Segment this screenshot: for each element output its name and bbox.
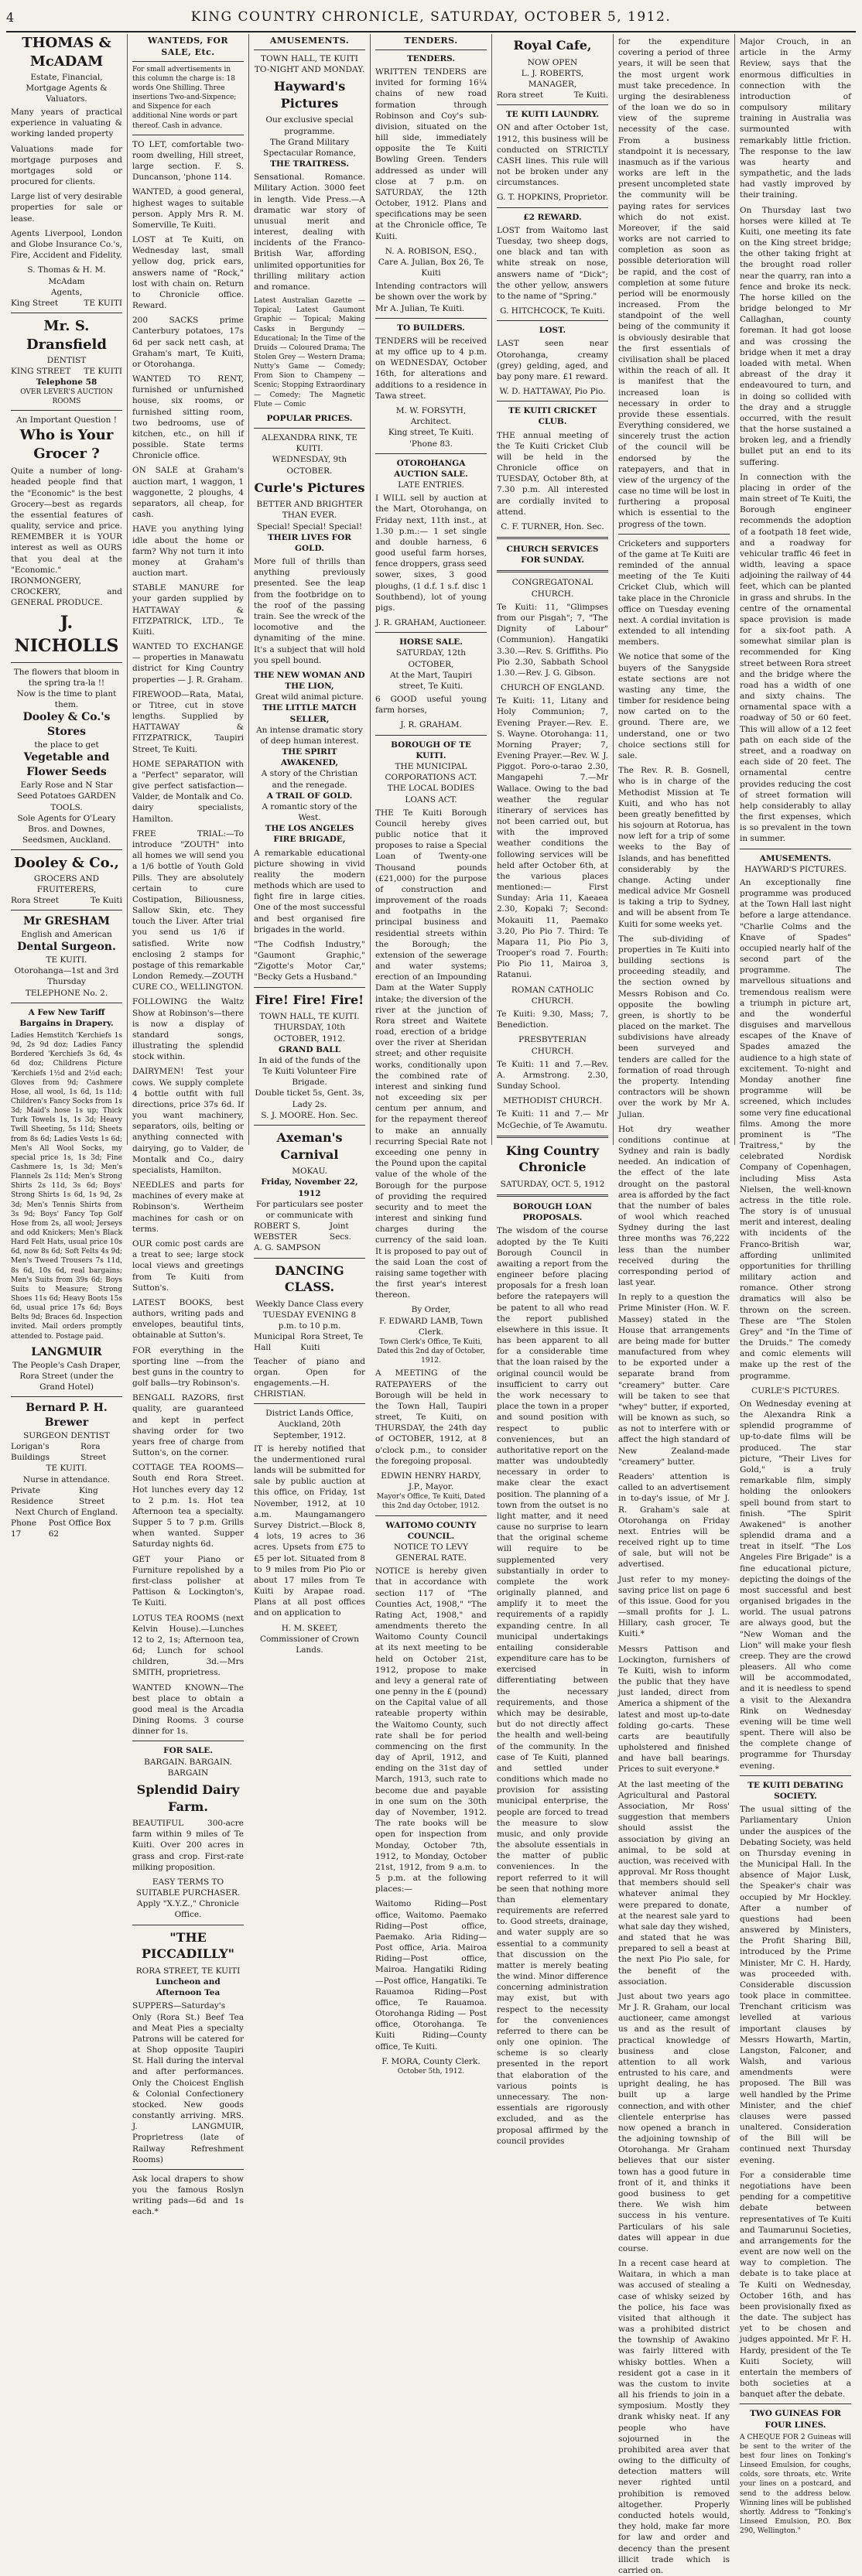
mora-sign: F. MORA, County Clerk.: [381, 2056, 481, 2066]
fire-hall: TOWN HALL, TE KUITI.: [259, 1012, 360, 1022]
cricket-head: TE KUITI CRICKET CLUB.: [508, 406, 597, 427]
brewer-street: Rora Street: [80, 1442, 107, 1463]
popular-prices: POPULAR PRICES.: [266, 413, 353, 423]
tariff-text: Ladies Hemstitch 'Kerchiefs 1s 9d, 2s 9d doz; Ladies Fancy Bordered 'Kerchiefs 3s 6d, 4s 6d doz; Childrens Picture 'Kerchiefs 1½d and 2½d each; Gloves from 9d; Cashmere Hose, all wool, 1s 6d, 1s 11d; Children's Fancy Socks from 1s 3d; Maid's hose 1s up; Thick Turk Towels 1s, 1s 3d; Heavy Twill Sheeting, 5s 11d; Sheets from 8s 6d; Ladies Vests 1s 6d; Men's All Wool Socks, my special price 1s, 1s 3d; Fine Cashmere 1s, 1s 3d; Men's Flannels 2s 11d; Men's Strong Shirts 2s 11d, 3s 6d; Boys' Strong Shirts 1s 6d, 1s 9d, 2s 3d; Men's Tennis Shirts from 3s 9d; Boys' Fancy Top Golf Hose from 2s, all wool; Jerseys and odd Knickers; Men's Black Hard Felt Hats, usual price 10s 6d, now 8s 6d; Soft Felts 4s 9d; Men's Tweed Trousers 7s 11d, 8s 6d, 10s 6d, real bargains; Men's Suits from 39s 6d; Boys Suits to Measure; Strong Shoes 11s 6d; Heavy Boots 15s 6d, usual price 17s 6d; Boys Belts 9d; Braces 6d. Inspection invited. Mail orders promptly attended to. Postage paid.: [11, 1032, 122, 1341]
brewer-phone: Phone 17: [11, 1519, 37, 1539]
curle-review-text: On Wednesday evening at the Alexandra Rink a splendid programme of up-to-date films will be produced. The star picture, "Their Lives for Gold," is a truly remarkable film, simply holding the onlookers spell bound from start to finish. "The Spirit Awakened" is another splendid drama and a treat in itself. "The Los Angeles Fire Brigade" is a fine educational picture, depicting the doings of the most successful and best organised brigades in the world. The usual patrons are always good, but the "New Woman and the Lion" will make your flesh creep. They are the crowd pleasers. All who come will be accommodated, and it is needless to spend a visit to the Alexandra Rink on Wednesday evening will be time well spent. There will also be the complete change of programme for Thursday evening.: [740, 1399, 851, 1771]
ball-secretary: S. J. MOORE. Hon. Sec.: [261, 1110, 358, 1120]
gresham-dental: Dental Surgeon.: [17, 941, 116, 954]
col6-para-5: The sub-dividing of properties in Te Kuiti into building sections is proceeding steadily, and the section owned by Messrs Robison and Co. opposite the bowling green, is shortly to be placed on the market. The subdivisions have already been surveyed and tenders are called for the formation of road through the property. Intending contractors will be shown over the work by Mr A. Julian.: [618, 934, 730, 1119]
hayward-review-text: An exceptionally fine programme was produced at the Town Hall last night before a large attendance. "Charlie Colms and the Knave of Spades" occupied nearly half of the second part of the programme. The marvellous situations and tremendous realism were a triumph in picture art, and the wonderful disguises and marvellous escapes of the Knave of Spades amazed the audience to a high state of excitement. To-night and Monday another fine programme will be screened, which includes some very fine educational films. Among the more prominent is "The Traitress," by the celebrated Nordisk Company of Copenhagen, including Miss Asta Nielsen, the well-known actress in the title role. The story is of unusual merit and interest, dealing with incidents of the Franco-British war, affording unlimited opportunities for thrilling military action and romance. Other strong dramatics will also be thrown on the screen. These are "The Stolen Grey" and "In the Time of the Druids." The comedy and comic elements will make up the rest of the programme.: [740, 877, 851, 1381]
piccadilly-title: "THE PICCADILLY": [142, 1929, 234, 1962]
dancing-text: Weekly Dance Class every TUESDAY EVENING 8 p.m. to 10 p.m.: [255, 1299, 364, 1331]
cafe-town: Te Kuiti.: [573, 91, 608, 101]
joint-secs: Joint Secs.: [329, 1221, 351, 1242]
wanted-ad: WANTED KNOWN—The best place to obtain a good meal is the Arcadia Dining Rooms. 3 course dinner for 1s.: [132, 1683, 244, 1737]
col6-para-12: Just about two years ago Mr J. R. Graham, our local auctioneer, came amongst us and as the result of practical knowledge of business and close attention to all work entrusted to his care, and upright dealing, he has built up a large connection, and with other clientele enterprise has now opened a branch in the adjoining township of Otorohanga. Mr Graham believes that our sister town has a good future in front of it, and thinks it good business to get there. We wish him success in his venture. Particulars of his sale dates will appear in due course.: [618, 1991, 730, 2253]
wanted-ad: BENGALL RAZORS, first quality, are guaranteed and kept in perfect shaving order for two years free of charge from Sutton's, on the corner.: [132, 1393, 244, 1458]
wanted-ad: TO LET, comfortable two-room dwelling, Hill street, large section. F. S. Duncanson, 'phone 114.: [132, 139, 244, 183]
sampson: A. G. SAMPSON: [254, 1243, 321, 1253]
col6-para-11: At the last meeting of the Agricultural and Pastoral Association, Mr Ross' suggestion that members should assist the association by giving an animal, to be sold at auction, was received with approval. Mr Ross thought that members should sell whatever animal they were prepared to donate, at the nearest sale yard to what sale day they wished, and stated that he was prepared to sell a beast at the next Pio Pio sale, for the benefit of the association.: [618, 1779, 730, 1987]
gresham-days: Otorohanga—1st and 3rd Thursday: [14, 966, 119, 987]
wanted-ad: HOME SEPARATION with a "Perfect" separator, will give perfect satisfaction—Valder, de Montalk and Co. dairy specialists, Hamilton.: [132, 759, 244, 824]
column-5: [492, 34, 614, 2146]
forsale-head: FOR SALE.: [163, 1746, 213, 1756]
brewer-address: [11, 1441, 122, 1463]
wanted-ad: COTTAGE TEA ROOMS—South end Rora Street. Hot lunches every day 12 to 2 p.m. 1s. Hot tea Afternoon tea a specialty. Supper 5 to 7 p.m. Grills when wanted. Supper Saturday nights 6d.: [132, 1463, 244, 1549]
by-order: By Order,: [411, 1305, 451, 1315]
webster: ROBERT S. WEBSTER: [254, 1221, 301, 1242]
wanted-ad: ON SALE at Graham's auction mart, 1 waggon, 1 waggonette, 2 ploughs, 4 separators, all cheap, for cash.: [132, 466, 244, 520]
axeman-particulars: For particulars see poster or communicate with: [255, 1199, 363, 1220]
reward-sign: G. HITCHCOCK, Te Kuiti.: [500, 306, 605, 316]
laundry-head: TE KUITI LAUNDRY.: [505, 110, 600, 120]
veg-items: Early Rose and N Star Seed Potatoes GARDEN TOOLS.: [17, 781, 116, 812]
column-4: [371, 34, 492, 2075]
langmuir-street: Rora Street (under the Grand Hotel): [19, 1371, 114, 1392]
tm-agents: S. Thomas & H. M. McAdam: [27, 265, 106, 286]
loan-proposals-text: The wisdom of the course adopted by the Te Kuiti Borough Council in awaiting a report from the engineer before placing proposals for a fresh loan before the ratepayers will be patent to all who read the report published elsewhere in this issue. It has been apparent to all for a considerable time that the loan raised by the original council would be insufficient to carry out the work necessary to place the town in a proper and sound position with respect to public conveniences, but an authoritative report on the matter was undoubtedly necessary in order to make clear the exact position. The planning of a town from the outset is no light matter, and it need cause no surprise to learn that the original scheme will require to be supplemented very substantially in order to complete the work originally planned, and amplify it to meet the requirements of a rapidly expanding centre. In all municipal undertakings entailing considerable expenditure care has to be exercised in differentiating between the necessary requirements, and those which may be desirable, but do not directly affect the health and well-being of the community. In the case of Te Kuiti, planned and settled under conditions which made no provision for assisting municipal enterprise, the people are forced to tread the measure to slow music, and only provide the absolute essentials in the matter of public conveniences. In the report referred to it will be seen that nothing more than elementary requirements are referred to. Good streets, drainage, and water supply are so essential to a community that discussion on the matter is merely beating the wind. Minor difference concerning administration may exist, but with respect to the necessity for the conveniences referred to there can be only one opinion. The scheme is so clearly presented in the report that elaboration of the various points is unnecessary. The non-essentials are rigorously excluded, and as the proposal affirmed by the council provides: [497, 1226, 608, 2146]
ball-tickets: Double ticket 5s, Gent. 3s, Lady 2s.: [255, 1088, 364, 1109]
guineas-text: A CHEQUE FOR 2 Guineas will be sent to the writer of the best four lines on Tonking's Linseed Emulsion, for coughs, colds, sore throats, etc. Write your lines on a postcard, and send to the address below. Winning lines will be published shortly. Address to "Tonking's Linseed Emulsion, P.O. Box 290, Wellington.": [740, 2433, 851, 2536]
hayward-review-head: HAYWARD'S PICTURES.: [744, 864, 847, 874]
wanted-ad: GET your Piano or Furniture repolished by a first-class polisher at Pattison & Lockington's, Te Kuiti.: [132, 1554, 244, 1608]
wanted-ad: LOST at Te Kuiti, on Wednesday last, small yellow dog, prick ears, answers name of "Rock," lost with chain on. Return to Chronicle office. Reward.: [132, 235, 244, 311]
mca-head: THE MUNICIPAL CORPORATIONS ACT.: [385, 761, 477, 783]
ratepayers-meeting: A MEETING of the RATEPAYERS of the Borough will be held in the Town Hall, Taupiri street, Te Kuiti, on THURSDAY, the 24th day of OCTOBER, 1912, at 8 o'clock p.m., to consider the foregoing proposal.: [375, 1368, 487, 1466]
waitomo-head: WAITOMO COUNTY COUNCIL.: [385, 1520, 477, 1541]
dairy-farm-terms: EASY TERMS TO SUITABLE PURCHASER.: [135, 1877, 241, 1898]
levy-head: NOTICE TO LEVY GENERAL RATE.: [393, 1542, 469, 1563]
traitress-title: THE TRAITRESS.: [270, 159, 349, 169]
dancing-street: Rora Street, Te Kuiti: [300, 1332, 364, 1353]
lost-text: LAST seen near Otorohanga, creamy (grey) gelding, aged, and bay pony mare. £1 reward.: [497, 339, 608, 381]
cricket-text: THE annual meeting of the Te Kuiti Cricket Club will be held in the Chronicle office on TUESDAY, October 8th, at 7.30 p.m. All interested are cordially invited to attend.: [497, 430, 608, 517]
col6-para-1: for the expenditure covering a period of three years, it will be seen that the most urgent work must take precedence. In urging the desirableness of the loan we do so in view of the supreme necessity of the case. From a business standpoint it is necessary, inasmuch as if the various works are left in the present uncompleted state the community will be paying rates for services which do not exist. Moreover, if the said works are not carried to completion as soon as possible deterioration will be rapid, and the cost of completion at some future period will be enormously increased. From the standpoint of the well being of the community it is obviously desirable that the first essentials of civilisation shall be placed within the reach of all. It is manifest that the increased loan is necessary in order to provide these essentials. Everything considered, we sincerely trust the action of the council will be endorsed by the ratepayers, and that in view of the urgency of the case no time will be lost in furthering a proposal which is essential to the progress of the town.: [618, 37, 730, 529]
woman-title: THE NEW WOMAN AND THE LION,: [254, 670, 365, 692]
rink-title: ALEXANDRA RINK, TE KUITI.: [262, 432, 357, 454]
dancing-address: [254, 1331, 365, 1353]
veg-seeds-title: Vegetable and Flower Seeds: [23, 751, 110, 779]
hardy-sign: EDWIN HENRY HARDY, J.P., Mayor.: [381, 1471, 481, 1492]
ridings-text: Waitomo Riding—Post office, Waitomo. Paemako Riding—Post office, Paemako. Aria Riding—Post office, Aria. Mairoa Riding—Post office, Mairoa. Hangatiki Riding—Post office, Hangatiki. Te Rauamoa Riding—Post office, Te Rauamoa. Otorohanga Riding — Post office, Otorohanga. Te Kuiti Riding—County office, Te Kuiti.: [375, 1899, 487, 2052]
cafe-open: NOW OPEN: [527, 57, 578, 67]
horse-sale-date: SATURDAY, 12th OCTOBER,: [395, 648, 467, 669]
wanteds-list: [132, 139, 244, 1737]
col6-para-2: Cricketers and supporters of the game at Te Kuiti are reminded of the annual meeting of the Te Kuiti Cricket Club, which will take place in the Chronicle office on Tuesday evening next. A cordial invitation is extended to all intending members.: [618, 538, 730, 647]
tonight: TO-NIGHT AND MONDAY.: [254, 65, 365, 75]
auction-head: OTOROHANGA AUCTION SALE.: [394, 458, 468, 479]
langmuir-sub: The People's Cash Draper,: [12, 1360, 121, 1370]
column-2: [128, 34, 249, 2217]
wanteds-head: WANTEDS, FOR SALE, Etc.: [132, 34, 244, 62]
brewer-nurse: Nurse in attendance.: [22, 1474, 111, 1484]
brewer-contact: [11, 1518, 122, 1539]
axeman-secs: [254, 1221, 365, 1254]
brigade-title: THE LOS ANGELES FIRE BRIGADE,: [265, 824, 354, 845]
ball-text: In aid of the funds of the Te Kuiti Volunteer Fire Brigade.: [258, 1055, 361, 1088]
dooley-stores-title: Dooley & Co.'s Stores: [22, 711, 111, 739]
special-line: Special! Special! Special!: [256, 521, 363, 531]
dooley-co-street: Rora Street: [11, 895, 59, 905]
dransfield-street: KING STREET: [11, 366, 71, 376]
late-entries: LATE ENTRIES.: [398, 480, 464, 490]
rc-head: ROMAN CATHOLIC CHURCH.: [511, 985, 594, 1006]
wanted-ad: WANTED, a good general, highest wages to suitable person. Apply Mrs R. M. Somerville, Te Kuiti.: [132, 187, 244, 230]
col6-para-8: Readers' attention is called to an advertisement in to-day's issue, of Mr J. R. Graham's sale at Otorohanga on Friday next. Entries will be received right up to time of sale, but will not be advertised.: [618, 1472, 730, 1570]
lives-title: THEIR LIVES FOR GOLD.: [267, 532, 352, 553]
laundry-text: ON and after October 1st, 1912, this business will be conducted on STRICTLY CASH lines. This rule will not be broken under any circumstances.: [497, 123, 608, 188]
church-head: CHURCH SERVICES FOR SUNDAY.: [506, 545, 599, 565]
nicholls-title: J. NICHOLLS: [14, 613, 119, 657]
dancing-teacher: Teacher of piano and organ. Open for engagements.—H. CHRISTIAN.: [254, 1356, 365, 1399]
grand-ball: GRAND BALL: [279, 1044, 340, 1054]
dransfield-title: Mr. S. Dransfield: [26, 318, 107, 354]
trail-sub: A romantic story of the West.: [262, 801, 357, 823]
lbla-head: THE LOCAL BODIES LOANS ACT.: [387, 784, 475, 805]
wanted-ad: OUR comic post cards are a treat to see; large stock local views and greetings from Te Kuiti from Sutton's.: [132, 1239, 244, 1293]
tm-text-3: Large list of very desirable properties for sale or lease.: [11, 192, 122, 224]
axeman-place: MOKAU.: [292, 1167, 327, 1177]
wanted-ad: STABLE MANURE for your garden supplied by HATTAWAY & FITZPATRICK, LTD., Te Kuiti.: [132, 583, 244, 637]
wanted-ad: DAIRYMEN! Test your cows. We supply complete 4 bottle outfit with full directions, price 37s 6d. If you want machinery, separators, oils, belting or anything connected with dairying, go to Valder, de Montalk and Co., dairy specialists, Hamilton.: [132, 1067, 244, 1175]
col7-para-2: On Thursday last two horses were killed at Te Kuiti, one meeting its fate on the King street bridge; the other taking fright at the brought road roller near the quarry, ran into a fence and broke its neck. The horse killed on the bridge belonged to Mr Callaghan, county foreman. It had got loose and was crossing the bridge when it met a dray loaded with metal. When abreast of the dray it endeavoured to turn, and in doing so collided with the dray and a struggle occurred, with the result that the horse sustained a broken leg, and a friendly bullet put an end to its suffering.: [740, 205, 851, 467]
columns: [6, 34, 856, 2575]
curle-sub: BETTER AND BRIGHTER THAN EVER.: [256, 500, 363, 521]
brewer-church: Next Church of England.: [15, 1508, 118, 1518]
dransfield-address: [11, 366, 122, 377]
col6-para-10: Messrs Pattison and Lockington, furnishers of Te Kuiti, wish to inform the public that they have just landed, direct from America a shipment of the latest and most up-to-date folding go-carts. These carts are beautifully upholstered and finished and have ball bearings. Prices to suit everyone.*: [618, 1644, 730, 1775]
masthead: [6, 3, 856, 32]
borough-head: BOROUGH OF TE KUITI.: [391, 740, 471, 760]
brewer-sub: SURGEON DENTIST: [23, 1430, 110, 1440]
tm-text-2: Valuations made for mortgage purposes and mortgages sold or procured for clients.: [11, 144, 122, 187]
tender-2-address: King street, Te Kuiti. 'Phone 83.: [388, 428, 474, 449]
grocer-text: Quite a number of long-headed people find that the "Economic" is the best Grocery—best as regards the essential features of quality, service and price. REMEMBER it is YOUR interest as well as OURS that you deal at the "Economic." IRONMONGERY, CROCKERY, and GENERAL PRODUCE.: [11, 466, 122, 608]
dancing-hall: Municipal Hall: [254, 1332, 296, 1353]
col6-para-6: Hot dry weather conditions continue at Sydney and rain is badly needed. An indication of the effect of the late drought on the pastoral area is afforded by the fact that the number of bales of wool which reached Sydney during the last three months was 76,222 less than the number received during the corresponding period of last year.: [618, 1124, 730, 1288]
lamb-sign: F. EDWARD LAMB, Town Clerk.: [379, 1316, 483, 1337]
cong-text: Te Kuiti: 11, "Glimpses from our Pisgah"; 7, "The Dignity of Labour" (Communion). Hangatiki 3.30.—Rev. S. Griffiths. Pio Pio 2.30, Sabbath School 1.30.—Rev. J. G. Gibson.: [497, 602, 608, 678]
dransfield-rooms: OVER LEVER'S AUCTION ROOMS: [20, 388, 113, 406]
dransfield-phone: Telephone 58: [36, 377, 97, 387]
dooley-stores-sub: the place to get: [34, 740, 99, 750]
graham-sign: J. R. GRAHAM, Auctioneer.: [375, 618, 487, 628]
rc-text: Te Kuiti: 9.30, Mass; 7, Benediction.: [497, 1010, 608, 1030]
guineas-head: TWO GUINEAS FOR FOUR LINES.: [750, 2409, 841, 2430]
laundry-sign: G. T. HOPKINS, Proprietor.: [497, 193, 608, 203]
col7-para-3: In connection with the placing in order of the main street of Te Kuiti, the Borough engineer recommends the adoption of a footpath 18 feet wide, and a roadway for vehicular traffic 46 feet in width, leaving a space adjoining the railway of 44 feet, which can be planted in grass and shrubs. In the centre of the ornamental space provision is made for a six-foot path. A somewhat similar plan is recommended for King street between Rora street and the bridge where the road has a width of one and sixty chains. The ornamental space with a roadway of 50 or 60 feet. This will allow of a 12 feet path on each side of the street, and a roadway on each side of 20 feet. The ornamental centre provides reducing the cost of street formation will help considerably to allay the first expenses, which is so prevalent in the town in summer.: [740, 472, 851, 844]
bargain-line: BARGAIN. BARGAIN. BARGAIN: [144, 1757, 232, 1778]
tm-street: King Street: [11, 298, 59, 308]
levy-text: NOTICE is hereby given that in accordance with section 117 of "The Counties Act, 1908," "The Rating Act, 1908," and amendments thereto the Waitomo County Council at its next meeting to be held on October 21st, 1912, propose to make and levy a general rate of one penny in the £ (pound) on the Capital value of all rateable property within the Waitomo County, such rate shall be for period commencing on the first day of April, 1912, and ending on the 31st day of March, 1913, such rate to become due and payable in one sum on the 30th day of November, 1912. The rate books will be open for inspection from Monday, October 7th, 1912, to Monday, October 21st, 1912, from 9 a.m. to 5 p.m. at the following places:—: [375, 1566, 487, 1894]
col7-amusements-head: AMUSEMENTS.: [759, 853, 832, 863]
brewer-res-street: King Street: [79, 1485, 105, 1506]
hayward-title: Hayward's Pictures: [273, 79, 346, 111]
col7-para-1: Major Crouch, in an article in the Army Review, says that the enormous difficulties in connection with the introduction of compulsory military training in Australia was surmounted with remarkably little friction. The response to the law was hearty and sympathetic, and the lads had vastly improved by their training.: [740, 37, 851, 200]
debating-text: The usual sitting of the Parliamentary Union under the auspices of the Debating Society, was held on Thursday evening in the Municipal Hall. In the absence of Major Lusk, the Speaker's chair was occupied by Mr Hockley. After a number of questions had been answered by Ministers, the Profit Sharing Bill, introduced by the Prime Minister, Mr C. H. Hardy, was proceeded with. Considerable discussion took place in committee. Trenchant criticism was levelled at various important clauses by Messrs Howarth, Martin, Langston, Falconer, and Walsh, and various amendments were proposed. The Bill was well handled by the Prime Minister, and the chief clauses were passed unaltered. Consideration of the Bill will be continued next Thursday evening.: [740, 1805, 851, 2165]
brewer-residence: [11, 1485, 122, 1507]
wanted-ad: WANTED TO RENT, furnished or unfurnished house, six rooms, or furnished sitting room, two bedrooms, use of kitchen, etc., on hill if possible. State terms Chronicle office.: [132, 374, 244, 461]
grocer-title: Who is Your Grocer ?: [19, 426, 114, 462]
col6-para-7: In reply to a question the Prime Minister (Hon. W. F. Massey) stated in the House that arrangements are being made for butter manufactured from whey to be exported under a separate brand from "creamery" butter. Care will be taken to see that "whey" butter, if exported, will be known as such, so as not to interfere with or affect the high standard of New Zealand-made "creamery" butter.: [618, 1293, 730, 1467]
lamb-office: Town Clerk's Office, Te Kuiti, Dated this 2nd day of October, 1912.: [377, 1338, 485, 1365]
tender-2-text: TENDERS will be received at my office up to 4 p.m. on WEDNESDAY, October 16th, for alterations and additions to a residence in Tawa street.: [375, 336, 487, 401]
dooley-co-sub: GROCERS AND FRUITERERS,: [33, 873, 100, 894]
horse-sale-text: 6 GOOD useful young farm horses,: [375, 695, 487, 716]
tm-text-4: Agents Liverpool, London and Globe Insurance Co.'s, Fire, Accident and Fidelity.: [11, 228, 122, 261]
tariff-head: A Few New Tariff Bargains in Drapery.: [19, 1007, 114, 1028]
wanted-ad: 200 SACKS prime Canterbury potatoes, 17s 6d per sack nett cash, at Graham's mart, Te Kuiti, or Otorohanga.: [132, 316, 244, 369]
dancing-title: DANCING CLASS.: [275, 1262, 344, 1295]
reward-head: £2 REWARD.: [523, 212, 582, 222]
hayward-sub: Our exclusive special programme.: [265, 115, 354, 136]
brewer-building: Lorigan's Buildings: [11, 1442, 50, 1463]
reward-text: LOST from Waitomo last Tuesday, two sheep dogs, one black and tan with white streak on nose, answers name of "Dick"; the other yellow, answers to the name of "Spring.": [497, 225, 608, 301]
cafe-manager: L. J. ROBERTS, MANAGER,: [521, 68, 584, 89]
brewer-box: Post Office Box 62: [48, 1519, 111, 1539]
loan-proposals-head: BOROUGH LOAN PROPOSALS.: [512, 1202, 593, 1223]
coe-head: CHURCH OF ENGLAND.: [500, 683, 605, 693]
cricket-sign: C. F. TURNER, Hon. Sec.: [501, 521, 604, 531]
piccadilly-text: SUPPERS—Saturday's Only (Rora St.) Beef Tea and Meat Pies a specialty Patrons will be catered for at Shop opposite Taupiri St. Hall during the interval and after performances. Only the Choicest English & Colonial Confectionery stocked. New goods constantly arriving. MRS. J. LANGMUIR, Proprietress (late of Railway Refreshment Rooms): [132, 2001, 244, 2164]
col6-para-3: We notice that some of the buyers of the Sanygside estate sections are not wasting any time, the timber for residence being now carted on to the ground. There are, we understand, one or two choice sections still for sale.: [618, 652, 730, 760]
tender-1-sign: N. A. ROBISON, ESQ., Care A. Julian, Box 26, Te Kuiti: [378, 246, 484, 278]
lands-text: IT is hereby notified that the undermentioned rural lands will be submitted for sale by public auction at this office, on Friday, 1st November, 1912, at 10 a.m. Maungamangero Survey District.—Block 8, 4 lots, 19 acres to 36 acres. Upsets from £75 to £5 per lot. Situated from 8 to 9 miles from Pio Pio or about 17 miles from Te Kuiti by Arapae road. Plans at all post offices and on application to: [254, 1443, 365, 1618]
col6-para-13: In a recent case heard at Waitara, in which a man was accused of stealing a case of whisky seized by the police, his face was visited that although it was a prohibited district the township of Awakino was fairly littered with whisky bottles. When a resident got a case in it was the custom to invite all his friends to join in a symposium. Mostly they drank whisky neat. If any people who have sojourned in the prohibited area aver that owing to the difficulty of detection matters will never righted until prohibition is removed altogether. Properly conducted hotels would, they hold, make far more for law and order and decency than the present illicit trade which is carried on.: [618, 2259, 730, 2575]
page-number: 4: [6, 9, 15, 25]
col6-para-9: Just refer to my money-saving price list on page 6 of this issue. Good for you—small profits for J. L. Hillary, cash grocer, Te Kuiti.*: [618, 1574, 730, 1639]
thomas-mcadam-title: THOMAS & McADAM: [22, 35, 111, 70]
gresham-title: Mr GRESHAM: [23, 915, 110, 928]
tm-address: [11, 298, 122, 309]
masthead-title: KING COUNTRY CHRONICLE, SATURDAY, OCTOBER 5, 1912.: [190, 9, 672, 25]
lost-sign: W. D. HATTAWAY, Pio Pio.: [499, 387, 606, 397]
wanted-ad: HAVE you anything lying idle about the home or farm? Why not turn it into money at Graham's auction mart.: [132, 524, 244, 579]
lands-commissioner: H. M. SKEET, Commissioner of Crown Lands.: [259, 1623, 360, 1655]
wanted-ad: FREE TRIAL:—To introduce "ZOUTH" into all homes we will send you a 1/6 bottle of Youth Gold Pills. They are absolutely certain to cure Costipation, Biliousness, Sallow Skin, etc. They touch the Liver. After trial you send us 1/6 if satisfied. Write now enclosing 2 stamps for postage of this remarkable London Remedy.—ZOUTH CURE CO., WELLINGTON.: [132, 828, 244, 992]
gresham-town: TE KUITI.: [46, 955, 87, 965]
grocer-question: An Important Question !: [16, 415, 117, 425]
horse-sale-sign: J. R. GRAHAM.: [400, 720, 462, 730]
cong-head: CONGREGATONAL CHURCH.: [511, 578, 593, 599]
horse-sale-head: HORSE SALE.: [399, 637, 463, 647]
roslyn-ad: Ask local drapers to show you the famous Roslyn writing pads—6d and 1s each.*: [132, 2174, 244, 2217]
wanted-ad: FIREWOOD—Rata, Matai, or Titree, cut in stove lengths. Supplied by HATTAWAY & FITZPATRICK, Taupiri Street, Te Kuiti.: [132, 689, 244, 754]
codfish-line: "The Codfish Industry," "Gaumont Graphic," "Zigotte's Motor Car," "Becky Gets a Husband.": [254, 939, 365, 982]
hardy-office: Mayor's Office, Te Kuiti, Dated this 2nd day October, 1912.: [376, 1493, 486, 1511]
lost-head: LOST.: [539, 326, 566, 336]
cafe-address: [497, 90, 608, 101]
town-hall: TOWN HALL, TE KUITI: [261, 53, 358, 63]
piccadilly-sub: RORA STREET, TE KUITI: [135, 1966, 241, 1976]
wanted-ad: FOLLOWING the Waltz Show at Robinson's—there is now a display of standard songs, illustrating the splendid stock within.: [132, 997, 244, 1062]
match-title: THE LITTLE MATCH SELLER,: [262, 703, 357, 724]
fire-date: THURSDAY, 10th OCTOBER, 1912.: [273, 1023, 346, 1044]
dooley-co-title: Dooley & Co.,: [14, 855, 119, 872]
col6-para-4: The Rev. R. B. Gosnell, who is in charge of the Methodist Mission at Te Kuiti, and who has not been greatly benefitted by his sojourn at Rotorua, has now left for a trip of some weeks to the Bay of Islands, and has benefitted considerably by the change. Acting under medical advice Mr Gosnell is taking a trip to Sydney, and will be absent from Te Kuiti for some weeks yet.: [618, 766, 730, 929]
wanted-ad: LATEST BOOKS, best authors, writing pads and envelopes, beautiful tints, obtainable at Sutton's.: [132, 1297, 244, 1341]
axeman-date: Friday, November 22, 1912: [261, 1177, 358, 1198]
brewer-res: Private Residence: [11, 1485, 53, 1506]
veg-agents: Sole Agents for O'Leary Bros. and Downes, Seedsmen, Auckland.: [17, 813, 116, 846]
coe-text: Te Kuiti: 11, Litany and Holy Communion; 7, Evening Prayer.—Rev. E. S. Wayne. Otorohanga: 11, Morning Prayer; 7, Evening Prayer.—Rev. W. J. Piggot. Poro-o-tarao 2.30, Mangapehi 7.—Mr Wallace. Owing to the bad weather the regular itinerary of services has not been carried out, but with the improved weather conditions the following services will be held after October 6th, at the various places mentioned:— First Sunday: Aria 11, Kaeaea 2.30, Kopaki 7; Second: Mokauiti 11, Paemako 3.20, Pio Pio 7. Third: Te Mapara 11, Pio Pio 3, Trooper's road 7. Fourth: Pio Pio 11, Mairoa 3, Ratanui.: [497, 696, 608, 980]
tenders-sub: TENDERS.: [406, 53, 456, 63]
woman-sub: Great wild animal picture.: [255, 692, 364, 702]
presb-head: PRESBYTERIAN CHURCH.: [518, 1035, 587, 1056]
column-7: [735, 34, 856, 2536]
brigade-text: A remarkable educational picture showing in vivid reality the modern methods which are used to fight fire in large cities. One of the most successful and best organised fire brigades in the world.: [254, 848, 365, 934]
meth-text: Te Kuiti: 11 and 7.— Mr McGechie, of Te Awamutu.: [497, 1109, 608, 1130]
meth-head: METHODIST CHURCH.: [503, 1096, 602, 1106]
fire-title: Fire! Fire! Fire!: [255, 992, 364, 1007]
curle-title: Curle's Pictures: [254, 480, 365, 495]
brewer-title: Bernard P. H. Brewer: [26, 1402, 108, 1429]
wanted-ad: NEEDLES and parts for machines of every make at Robinson's. Wertheim machines for cash or on terms.: [132, 1180, 244, 1234]
wanted-ad: FOR everything in the sporting line —from the best guns in the country to golf balls—try Robinson's.: [132, 1345, 244, 1389]
wanteds-rates: For small advertisements in this column the charge is: 18 words One Shilling. Three insertions Two-and-Sixpence; and Sixpence for each additional Nine words or part thereof. Cash in advance.: [132, 65, 238, 130]
thomas-mcadam-sub: Estate, Financial, Mortgage Agents & Valuators.: [26, 72, 108, 104]
brewer-town: TE KUITI.: [46, 1464, 87, 1474]
traitress-intro: The Grand Military Spectacular Romance,: [263, 137, 356, 158]
piccadilly-sub2: Luncheon and Afternoon Tea: [156, 1977, 221, 1998]
debating-text-2: For a considerable time negotiations have been pending for a competitive debate between representatives of Te Kuiti and Taumarunui Societies, and arrangements for the event are now well on the way to completion. The debate is to take place at Te Kuiti on Wednesday, October 16th, and has been provisionally fixed as the date. The subject has yet to be chosen and judges appointed. Mr F. H. Hardy, president of the Te Kuiti Society, will entertain the members of both societies at a banquet after the debate.: [740, 2170, 851, 2400]
tenders-head: TENDERS.: [375, 34, 487, 50]
langmuir-title: LANGMUIR: [31, 1345, 102, 1358]
kcc-title: King Country Chronicle: [505, 1143, 600, 1175]
axeman-title: Axeman's Carnival: [276, 1129, 343, 1162]
traitress-text: Sensational. Romance. Military Action. 3000 feet in length. Vide Press.—A dramatic war story of unusual merit and interest, dealing with incidents of the Franco-British War, affording unlimited opportunities for thrilling military action and romance.: [254, 173, 366, 292]
dransfield-town: TE KUITI: [84, 366, 122, 376]
dairy-farm-text: BEAUTIFUL 300-acre farm within 9 miles of Te Kuiti. Over 200 acres in grass and crop. First-rate milking proposition.: [132, 1819, 244, 1872]
auction-text: I WILL sell by auction at the Mart, Otorohanga, on Friday next, 11th inst., at 1.30 p.m.:— 1 set single and double harness, 6 good useful farm horses, fence droppers, grass seed sower, sixes, 3 good ploughs, (1 d.f. 1 s.f. disc 1 Southbend), lot of young pigs.: [375, 494, 487, 613]
curle-review-head: CURLE'S PICTURES.: [751, 1385, 840, 1396]
dairy-farm-title: Splendid Dairy Farm.: [136, 1782, 240, 1814]
spirit-title: THE SPIRIT AWAKENED,: [280, 747, 338, 768]
match-sub: An intense dramatic story of deep human interest.: [256, 725, 363, 746]
rink-date: WEDNESDAY, 9th OCTOBER.: [272, 455, 347, 476]
column-1: [6, 34, 128, 1539]
tender-2-sign: M. W. FORSYTH, Architect.: [395, 406, 467, 427]
dooley-co-town: Te Kuiti: [90, 895, 122, 905]
column-3: [249, 34, 371, 1655]
wanted-ad: WANTED TO EXCHANGE — properties in Manawatu district for King Country properties — J. R. Graham.: [132, 642, 244, 685]
gresham-tel: TELEPHONE No. 2.: [25, 988, 108, 998]
spirit-sub: A story of the Christian and the renegade.: [261, 769, 358, 790]
cafe-street: Rora street: [497, 91, 544, 101]
debating-head: TE KUITI DEBATING SOCIETY.: [747, 1780, 843, 1801]
tm-text-1: Many years of practical experience in valuating & working landed property: [11, 108, 122, 139]
kcc-date: SATURDAY, OCT. 5, 1912: [500, 1179, 605, 1189]
dairy-farm-apply: Apply "X.Y.Z.," Chronicle Office.: [137, 1899, 239, 1920]
wanted-ad: LOTUS TEA ROOMS (next Kelvin House).—Lunches 12 to 2, 1s; Afternoon tea, 6d; Lunch for school children, 3d.—Mrs SMITH, proprietress.: [132, 1613, 244, 1678]
lands-office: District Lands Office, Auckland, 20th September, 1912.: [265, 1409, 354, 1440]
presb-text: Te Kuiti: 11 and 7.—Rev. A. Armstrong. 2.30, Sunday School.: [497, 1059, 608, 1092]
tm-agents-role: Agents,: [50, 287, 83, 297]
tender-1-text: WRITTEN TENDERS are invited for forming 16¼ chains of new road formation through Robinson and Coy's sub-division, situated on the hill side, immediately opposite the Te Kuiti Bowling Green. Tenders addressed as under will close at 7 p.m. on SATURDAY, the 12th October, 1912. Plans and specifications may be seen at the Chronicle office, Te Kuiti.: [375, 67, 487, 241]
column-6: [614, 34, 735, 2575]
trail-title: A TRAIL OF GOLD.: [266, 791, 353, 801]
flowers-line-2: Now is the time to plant them.: [16, 689, 117, 710]
horse-sale-place: At the Mart, Taupiri street, Te Kuiti.: [389, 670, 473, 691]
loan-notice-text: THE Te Kuiti Borough Council hereby gives public notice that it proposes to raise a Special Loan of Twenty-one Thousand pounds (£21,000) for the purpose of construction and improvement of the roads and footpaths in the principal business and residential streets within the Borough; the extension of the sewerage and water systems; erection of an Impounding Dam at the Water Supply intake; the diversion of the river at the junction of Rora street and Waitete road, erection of a bridge over the river at Sheridan street; and other requisite works, conditionally upon the combined rate of interest and sinking fund not exceeding six per centum per annum, and for the repayment thereof to make an annually recurring Special Rate not exceeding one penny in the Pound upon the capital value of the whole of the Borough for the purpose of providing the required security and to meet the interest and sinking fund charges during the currency of the said loan. It is proposed to pay out of the said Loan the cost of raising same together with the first year's interest thereon.: [375, 808, 487, 1300]
amusements-head: AMUSEMENTS.: [254, 34, 365, 50]
mora-date: October 5th, 1912.: [397, 2067, 465, 2075]
dransfield-sub: DENTIST: [46, 355, 87, 365]
lives-text: More full of thrills than anything previously presented. See the leap from the footbridge on to the roof of the passing train. See the wreck of the locomotive and the dynamiting of the mine. It's a subject that will hold you spell bound.: [254, 557, 365, 665]
gresham-sub: English and American: [21, 929, 112, 939]
builders-head: TO BUILDERS.: [397, 323, 465, 333]
flowers-line-1: The flowers that bloom in the spring tra-la !!: [13, 667, 120, 688]
cafe-title: Royal Cafe,: [513, 38, 592, 53]
film-list: Latest Australian Gazette — Topical; Latest Gaumont Graphic — Topical; Making Casks in Bergundy — Educational; In the Time of the Druids — Coloured Drama; The Stolen Grey — Western Drama; Nutty's Game — Comedy; From Sion to Champeny — Scenic; Stopping Extraordinary — Comedy; The Magnetic Flute — Comic: [254, 297, 365, 408]
dooley-co-address: [11, 895, 122, 906]
tm-town: TE KUITI: [84, 298, 122, 308]
tender-1-note: Intending contractors will be shown over the work by Mr A. Julian, Te Kuiti.: [375, 282, 487, 313]
